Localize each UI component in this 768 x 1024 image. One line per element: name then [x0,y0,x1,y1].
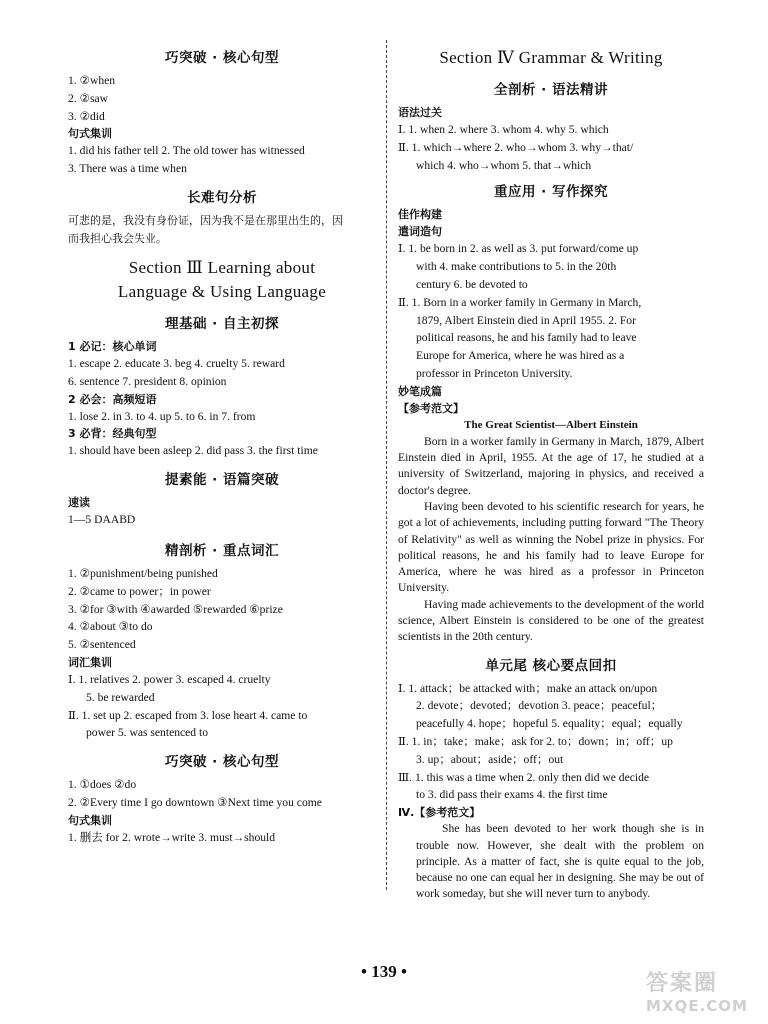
subheading: 【参考范文】 [398,401,464,415]
subheading: 佳作构建 [398,208,442,222]
watermark-text-top: 答案圈 [646,971,719,996]
column-divider [386,40,387,890]
section-header: 全剖析 · 语法精讲 [493,82,609,98]
essay-body [398,821,704,902]
answer-line: Ⅰ. 1. when 2. where 3. whom 4. why 5. which [398,123,609,136]
subheading: 2 必会：高频短语 [68,392,157,406]
answer-line: which 4. who→whom 5. that→which [416,158,592,172]
answer-line: 1. ①does ②do [68,778,137,792]
subheading: 语法过关 [398,106,442,119]
answer-line: century 6. be devoted to [416,277,528,291]
section-header: 巧突破 · 核心句型 [164,754,280,771]
answer-line: 1. lose 2. in 3. to 4. up 5. to 6. in 7. from [68,409,256,423]
answer-line: 1. ②punishment/being punished [68,566,218,580]
answer-line: 1. ②when [68,74,116,87]
section-title: Section Ⅳ Grammar & Writing [439,48,663,67]
answer-line: to 3. did pass their exams 4. the first time [416,788,608,802]
answer-line: 3. ②did [68,109,105,123]
answer-line: 3. There was a time when [68,162,187,176]
answer-line: power 5. was sentenced to [86,726,209,740]
answer-line: 2. ②saw [68,91,109,105]
answer-line: Ⅱ. 1. in；take；make；ask for 2. to；down；in；off；up [398,735,673,749]
answer-line: Ⅰ. 1. attack；be attacked with；make an attack on/upon [398,681,658,695]
section-header: 理基础 · 自主初探 [164,315,280,332]
section-title: Language & Using Language [117,281,327,301]
essay-paragraph: Born in a worker family in Germany in March, 1879, Albert Einstein died in April, 1955. At the age of 17, he studied at a university of Switzerland, majoring in physics, and received a doctor's degree. [398,434,704,497]
answer-line: 2. ②Every time I go downtown ③Next time you come [68,795,322,809]
translation-line: 而我担心我会失业。 [68,231,167,245]
section-title: Section Ⅲ Learning about [128,257,316,277]
answer-line: Ⅲ. 1. this was a time when 2. only then did we decide [398,770,650,784]
subheading: 1 必记：核心单词 [68,339,157,353]
answer-line: 2. devote；devoted；devotion 3. peace；peaceful； [416,699,663,713]
essay-paragraph: Having made achievements to the development of the world science, Albert Einstein is considered to be one of the greatest scientists in the 20th century. [398,597,704,644]
section-header: 长难句分析 [187,189,257,206]
answer-line: Europe for America, where he was hired as a [416,349,625,363]
subheading: 3 必背：经典句型 [68,427,157,441]
essay-paragraph: She has been devoted to her work though she is in trouble now. However, she dealt with the problem on principle. As a matter of fact, she is quite equal to the job, because no one can equal her in designing. She may be out of work someday, but she will never turn to anybody. [416,822,704,901]
answer-line: 6. sentence 7. president 8. opinion [68,374,227,388]
subheading: 遣词造句 [398,225,442,239]
answer-line: Ⅱ. 1. set up 2. escaped from 3. lose heart 4. came to [68,708,308,722]
answer-line: 1. should have been asleep 2. did pass 3. the first time [68,444,318,458]
answer-line: 3. up；about；aside；off；out [416,752,564,766]
section-header: 提素能 · 语篇突破 [164,472,280,489]
essay-paragraph: Having been devoted to his scientific research for years, he got a lot of achievements, including putting forward "The Theory of Relativity" as well as winning the Nobel prize in physics. For political reasons, he and his family had to leave Europe for America, where he was hired as a professor in Princeton University. [398,499,704,595]
right-column [398,40,704,903]
answer-line: with 4. make contributions to 5. in the 20th [416,260,617,274]
answer-line: 1. 删去 for 2. wrote→write 3. must→should [68,830,276,844]
translation-line: 可悲的是，我没有身份证，因为我不是在那里出生的，因 [68,213,343,227]
answer-line: peacefully 4. hope；hopeful 5. equality；equal；equally [416,717,683,731]
answer-line: 1—5 DAABD [68,513,136,527]
section-header: 精剖析 · 重点词汇 [164,542,280,559]
subheading: 速读 [68,496,90,510]
watermark [646,966,756,1016]
answer-line: 1879, Albert Einstein died in April 1955. 2. For [416,313,636,327]
subheading: 词汇集训 [68,655,112,669]
answer-line: 4. ②about ③to do [68,620,153,634]
subheading: 妙笔成篇 [398,384,442,398]
answer-line: Ⅱ. 1. Born in a worker family in Germany in March, [398,295,642,309]
subheading: 句式集训 [68,813,112,827]
left-column [68,40,376,847]
essay-title: The Great Scientist—Albert Einstein [464,418,638,431]
answer-line: political reasons, he and his family had to leave [416,331,637,345]
page-number: • 139 • [361,962,407,981]
answer-line: Ⅱ. 1. which→where 2. who→whom 3. why→that/ [398,140,634,154]
section-header: 巧突破 · 核心句型 [164,50,280,66]
answer-line: 3. ②for ③with ④awarded ⑤rewarded ⑥prize [68,602,283,616]
answer-line: Ⅰ. 1. be born in 2. as well as 3. put forward/come up [398,242,639,256]
answer-line: 5. be rewarded [86,690,155,704]
answer-line: 1. escape 2. educate 3. beg 4. cruelty 5. reward [68,356,285,370]
watermark-text-bottom: MXQE.COM [646,997,748,1015]
answer-line: professor in Princeton University. [416,366,573,380]
essay-body [398,434,704,646]
subheading: Ⅳ.【参考范文】 [398,806,481,820]
answer-line: 1. did his father tell 2. The old tower has witnessed [68,144,305,158]
answer-line: Ⅰ. 1. relatives 2. power 3. escaped 4. cruelty [68,672,271,686]
answer-line: 5. ②sentenced [68,638,136,652]
section-header: 重应用 · 写作探究 [493,184,609,201]
answer-line: 2. ②came to power；in power [68,584,211,598]
subheading: 句式集训 [68,127,112,141]
section-header: 单元尾 核心要点回扣 [485,657,617,674]
